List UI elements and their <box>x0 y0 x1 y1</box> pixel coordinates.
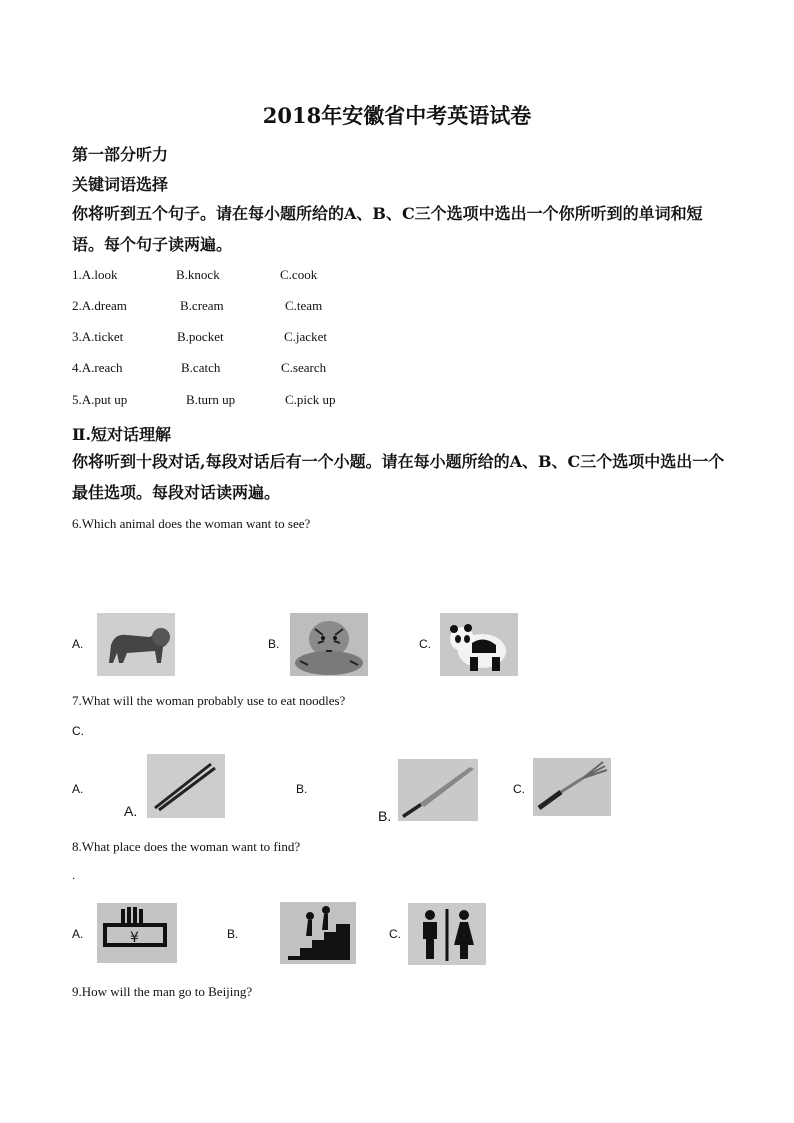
q8-label-c: C. <box>389 927 401 941</box>
tiger-picture <box>290 613 368 676</box>
panda-picture <box>440 613 518 676</box>
question-8: 8.What place does the woman want to find? <box>72 839 301 854</box>
section1-heading: 关键词语选择 <box>72 175 169 194</box>
page-title: 2018年安徽省中考英语试卷 <box>262 103 532 128</box>
section2-instruction: 你将听到十段对话,每段对话后有一个小题。请在每小题所给的A、B、C三个选项中选出一个最佳选项。每段对话读两遍。 <box>72 452 725 502</box>
option-3a: 3.A.ticket <box>72 329 124 344</box>
chopsticks-picture <box>147 754 225 818</box>
q6-label-a: A. <box>72 637 84 651</box>
option-5c: C.pick up <box>285 392 336 407</box>
option-4c: C.search <box>281 360 327 375</box>
fork-picture <box>533 758 611 816</box>
option-2c: C.team <box>285 298 323 313</box>
q8-label-b: B. <box>227 927 239 941</box>
option-4b: B.catch <box>181 360 221 375</box>
option-5b: B.turn up <box>186 392 236 407</box>
option-1b: B.knock <box>176 267 220 282</box>
yen-symbol: ¥ <box>130 930 139 946</box>
q6-label-b: B. <box>268 637 280 651</box>
option-1a: 1.A.look <box>72 267 118 282</box>
q7-label-c: C. <box>513 782 525 796</box>
option-2b: B.cream <box>180 298 224 313</box>
lion-picture <box>97 613 175 676</box>
q7-label-a: A. <box>72 782 84 796</box>
option-3b: B.pocket <box>177 329 224 344</box>
knife-picture <box>398 759 478 821</box>
option-4a: 4.A.reach <box>72 360 123 375</box>
section1-instruction: 你将听到五个句子。请在每小题所给的A、B、C三个选项中选出一个你所听到的单词和短语。每个句子读两遍。 <box>72 204 703 254</box>
part-heading: 第一部分听力 <box>72 145 169 164</box>
question-9: 9.How will the man go to Beijing? <box>72 984 253 999</box>
q7-label-b: B. <box>296 782 308 796</box>
option-1c: C.cook <box>280 267 318 282</box>
stairs-picture <box>280 902 356 964</box>
question-7: 7.What will the woman probably use to eat noodles? <box>72 693 346 708</box>
section2-heading: Ⅱ.短对话理解 <box>72 425 172 444</box>
bank-picture <box>97 903 177 963</box>
q6-label-c: C. <box>419 637 431 651</box>
q7-stray-label: C. <box>72 724 84 738</box>
option-2a: 2.A.dream <box>72 298 127 313</box>
question-6: 6.Which animal does the woman want to see? <box>72 516 311 531</box>
option-5a: 5.A.put up <box>72 392 128 407</box>
option-3c: C.jacket <box>284 329 327 344</box>
q8-dot: . <box>72 868 76 882</box>
q7-inner-label-a: A. <box>124 803 138 819</box>
q8-label-a: A. <box>72 927 84 941</box>
toilet-picture <box>408 903 486 965</box>
q7-inner-label-b: B. <box>378 808 392 824</box>
